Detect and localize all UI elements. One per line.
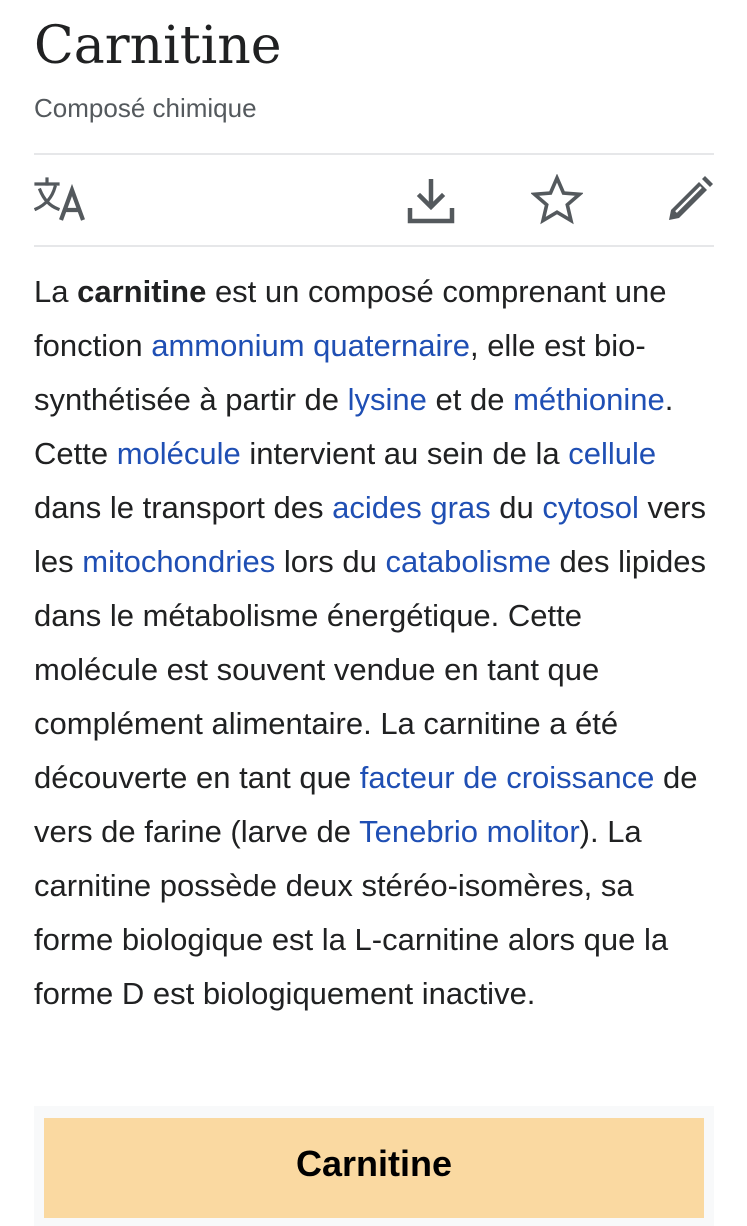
- page-subtitle: Composé chimique: [34, 93, 257, 123]
- link-catabolisme[interactable]: catabolisme: [385, 544, 551, 579]
- link-tenebrio-molitor[interactable]: Tenebrio molitor: [359, 814, 580, 849]
- link-cytosol[interactable]: cytosol: [542, 490, 639, 525]
- infobox-title: Carnitine: [44, 1118, 704, 1218]
- watch-button[interactable]: [531, 174, 583, 226]
- link-methionine[interactable]: méthionine: [513, 382, 665, 417]
- link-acides-gras[interactable]: acides gras: [332, 490, 491, 525]
- link-ammonium-quaternaire[interactable]: ammonium quaternaire: [151, 328, 470, 363]
- pencil-icon: [663, 174, 715, 226]
- divider-top: [34, 153, 714, 155]
- lead-paragraph: La carnitine est un composé comprenant une fonction ammonium quaternaire, elle est bio-synthétisée à partir de lysine et de méthionine. Cette molécule intervient au sein de la cellule dans le transport des acides gras du cytosol vers les mitochondries lors du catabolisme des lipides dans le métabolisme énergétique. Cette molécule est souvent vendue en tant que complément alimentaire. La carnitine a été découverte en tant que facteur de croissance de vers de farine (larve de Tenebrio molitor). La carnitine possède deux stéréo-isomères, sa forme biologique est la L-carnitine alors que la forme D est biologiquement inactive.: [34, 274, 707, 1011]
- star-icon: [531, 174, 583, 226]
- page-title: Carnitine: [34, 16, 282, 76]
- edit-button[interactable]: [663, 174, 715, 226]
- link-lysine[interactable]: lysine: [347, 382, 427, 417]
- link-facteur-de-croissance[interactable]: facteur de croissance: [359, 760, 655, 795]
- translate-icon: [34, 174, 86, 226]
- link-molecule[interactable]: molécule: [116, 436, 241, 471]
- link-cellule[interactable]: cellule: [568, 436, 657, 471]
- divider-bottom: [34, 245, 714, 247]
- infobox: [34, 1106, 714, 1226]
- bold-term: carnitine: [77, 274, 207, 309]
- language-button[interactable]: [34, 174, 86, 226]
- download-button[interactable]: [405, 174, 457, 226]
- download-icon: [405, 174, 457, 226]
- page-actions-toolbar: [34, 168, 714, 232]
- link-mitochondries[interactable]: mitochondries: [82, 544, 276, 579]
